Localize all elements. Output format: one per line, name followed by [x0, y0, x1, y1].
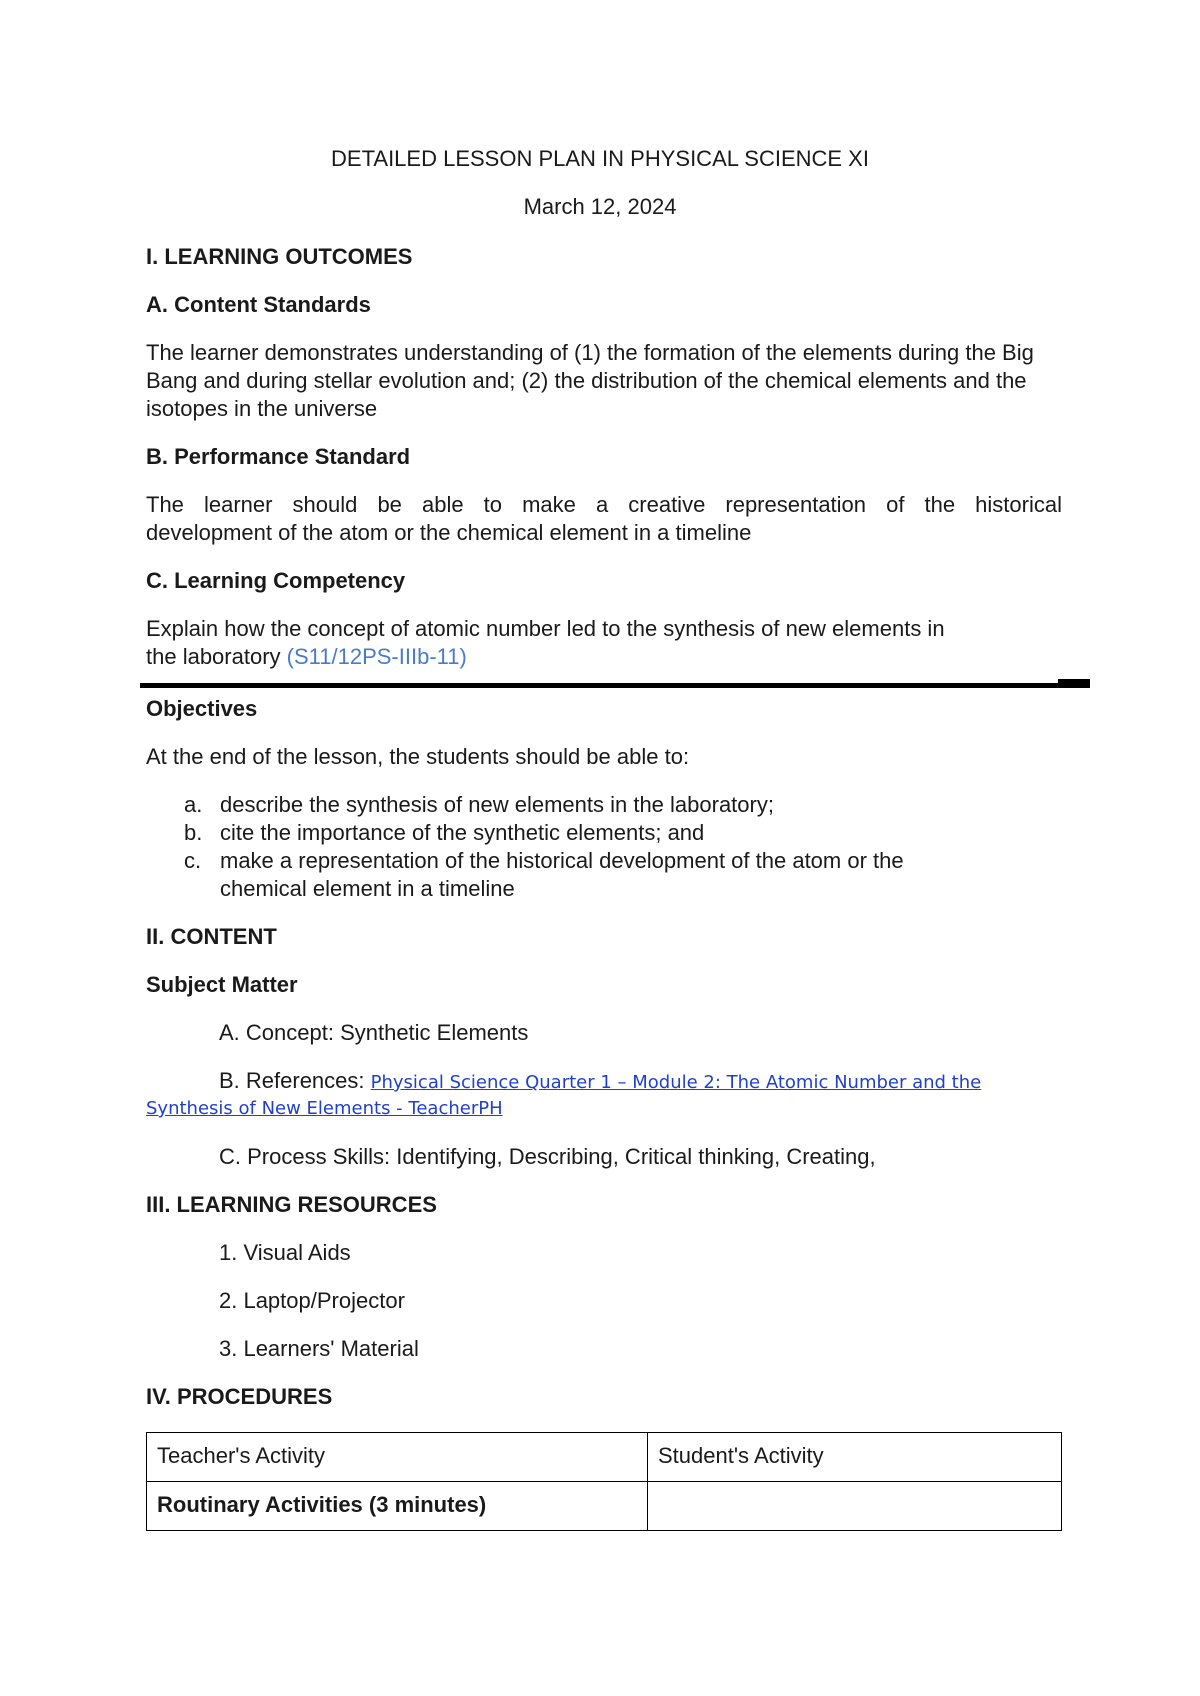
resource-item: 3. Learners' Material — [219, 1336, 419, 1361]
performance-standard-line-2: development of the atom or the chemical element in a timeline — [146, 520, 752, 545]
objective-text: make a representation of the historical development of the atom or the chemical element in a timeline — [220, 848, 904, 901]
competency-code: (S11/12PS-IIIb-11) — [286, 644, 467, 669]
section-procedures-heading: IV. PROCEDURES — [146, 1384, 333, 1409]
performance-standard-text — [146, 491, 1062, 547]
objective-item — [184, 847, 980, 903]
references-link-continued[interactable]: Synthesis of New Elements - TeacherPH — [146, 1098, 503, 1119]
objectives-intro: At the end of the lesson, the students should be able to: — [146, 744, 690, 769]
table-cell-teacher: Routinary Activities (3 minutes) — [147, 1482, 648, 1531]
table-cell-student — [648, 1482, 1062, 1531]
references-label: B. References: — [219, 1068, 371, 1093]
references-line — [219, 1067, 981, 1097]
table-header-row — [147, 1433, 1062, 1482]
performance-standard-heading: B. Performance Standard — [146, 444, 411, 469]
learning-competency-heading: C. Learning Competency — [146, 568, 406, 593]
table-row — [147, 1482, 1062, 1531]
objective-text: describe the synthesis of new elements in the laboratory; — [220, 792, 774, 817]
content-standards-heading: A. Content Standards — [146, 292, 371, 317]
table-header-teacher: Teacher's Activity — [147, 1433, 648, 1482]
objective-marker: b. — [184, 820, 203, 845]
procedures-table — [146, 1432, 1062, 1531]
thick-divider-end — [1058, 679, 1090, 684]
section-content-heading: II. CONTENT — [146, 924, 277, 949]
references-link[interactable]: Physical Science Quarter 1 – Module 2: The Atomic Number and the — [370, 1072, 982, 1093]
performance-standard-line-1: The learner should be able to make a creative representation of the historical — [146, 492, 1062, 517]
table-header-student: Student's Activity — [648, 1433, 1062, 1482]
objectives-heading: Objectives — [146, 696, 258, 721]
objective-item — [184, 791, 1000, 819]
learning-competency-text — [146, 615, 1066, 671]
objective-marker: a. — [184, 792, 203, 817]
resource-item: 2. Laptop/Projector — [219, 1288, 405, 1313]
section-learning-resources-heading: III. LEARNING RESOURCES — [146, 1192, 437, 1217]
process-skills-line: C. Process Skills: Identifying, Describing, Critical thinking, Creating, — [219, 1144, 876, 1169]
content-standards-text: The learner demonstrates understanding of (1) the formation of the elements during the Big Bang and during stellar evolution and; (2) the distribution of the chemical elements and the isotopes in the universe — [146, 340, 1034, 421]
learning-competency-line-2: the laboratory — [146, 644, 281, 669]
objective-item — [184, 819, 1000, 847]
objective-text: cite the importance of the synthetic elements; and — [220, 820, 705, 845]
document-date: March 12, 2024 — [523, 194, 677, 219]
subject-matter-heading: Subject Matter — [146, 972, 298, 997]
resource-item: 1. Visual Aids — [219, 1240, 351, 1265]
objective-marker: c. — [184, 848, 202, 873]
learning-competency-line-1: Explain how the concept of atomic number led to the synthesis of new elements in — [146, 616, 945, 641]
section-learning-outcomes-heading: I. LEARNING OUTCOMES — [146, 244, 413, 269]
thick-divider — [140, 683, 1090, 688]
document-title: DETAILED LESSON PLAN IN PHYSICAL SCIENCE XI — [331, 146, 869, 171]
concept-line: A. Concept: Synthetic Elements — [219, 1020, 529, 1045]
